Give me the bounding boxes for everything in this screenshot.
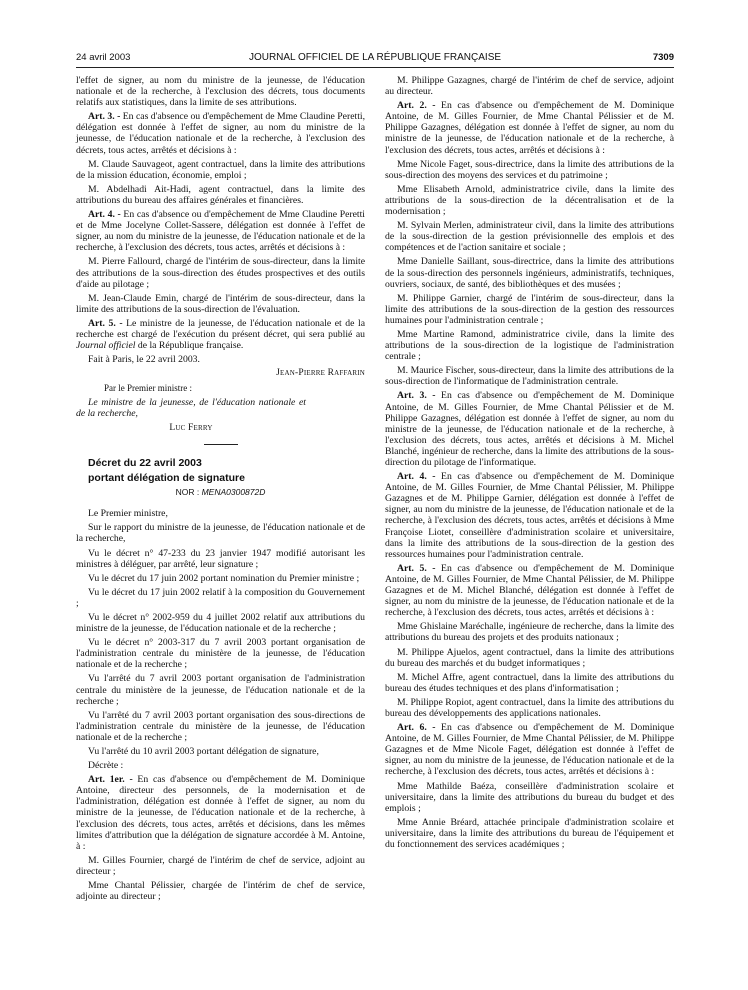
- right-column: [385, 75, 674, 853]
- article-text: Le ministre de la jeunesse, de l'éducation nationale et de la recherche est chargé de l'exécution du présent décret, qui sera publié au: [76, 317, 366, 340]
- article-3: [76, 111, 365, 155]
- paragraph: M. Sylvain Merlen, administrateur civil, dans la limite des attributions de la sous-direction de la gestion prévisionnelle des emplois et des compétences et de l'action sanitaire et sociale ;: [385, 220, 674, 254]
- paragraph: M. Michel Affre, agent contractuel, dans la limite des attributions du bureau des études techniques et des plans d'informatisation ;: [385, 671, 674, 694]
- paragraph: Sur le rapport du ministre de la jeunesse, de l'éducation nationale et de la recherche,: [76, 522, 365, 545]
- paragraph: Mme Danielle Saillant, sous-directrice, dans la limite des attributions de la sous-direction des personnels ingénieurs, administratifs, techniques, ouvriers, sociaux, de santé, des bibliothèques et des musées ;: [385, 256, 674, 290]
- paragraph: Le Premier ministre,: [88, 508, 168, 520]
- paragraph: M. Claude Sauvageot, agent contractuel, dans la limite des attributions de la mission éducation, économie, emploi ;: [76, 158, 365, 181]
- date-place: Fait à Paris, le 22 avril 2003.: [88, 354, 200, 366]
- paragraph: Vu le décret n° 2002-959 du 4 juillet 2002 relatif aux attributions du ministre de la jeunesse, de l'éducation nationale et de la recherche ;: [76, 611, 365, 635]
- paragraph: Vu l'arrêté du 7 avril 2003 portant organisation des sous-directions de l'administration centrale du ministère de la jeunesse, de l'éducation nationale et de la recherche ;: [76, 709, 365, 743]
- paragraph: M. Maurice Fischer, sous-directeur, dans la limite des attributions de la sous-direction de l'informatique de l'administration centrale.: [385, 365, 674, 388]
- paragraph: M. Pierre Fallourd, chargé de l'intérim de sous-directeur, dans la limite des attributions de la sous-direction des études prospectives et des outils d'aide au pilotage ;: [76, 256, 365, 290]
- article-label: Art. 4. -: [397, 471, 436, 483]
- header-rule: [76, 67, 674, 68]
- article-text: En cas d'absence ou d'empêchement de Mme Claudine Peretti, délégation est donnée à l'effet de signer, au nom du ministre de la jeunesse, de l'éducation nationale et de la recherche, à l'exclusion des décrets, tous actes, arrêtés et décisions à :: [76, 111, 366, 156]
- article-4: [76, 209, 365, 253]
- article-text: En cas d'absence ou d'empêchement de M. Dominique Antoine, de M. Gilles Fournier, de Mme Chantal Pélissier et de M. Philippe Gazagnes, délégation est donnée à l'effet de signer, au nom du ministre de la jeunesse, de l'éducation nationale et de la recherche, à l'exclusion des décrets, tous actes, arrêtés et décisions à M. Michel Blanché, ingénieur de recherche, dans la limite des attributions de la sous-direction du pilotage de l'informatique.: [385, 390, 675, 468]
- paragraph: Mme Martine Ramond, administratrice civile, dans la limite des attributions de la sous-direction de la logistique de l'administration centrale ;: [385, 328, 674, 363]
- paragraph: Mme Chantal Pélissier, chargée de l'intérim de chef de service, adjointe au directeur ;: [76, 880, 365, 903]
- article-5: [385, 563, 674, 618]
- article-label: Art. 6. -: [397, 722, 436, 734]
- paragraph: M. Philippe Ajuelos, agent contractuel, dans la limite des attributions du bureau des marchés et du budget informatiques ;: [385, 646, 674, 669]
- article-text-end: de la République française.: [135, 340, 244, 352]
- paragraph: M. Abdelhadi Ait-Hadi, agent contractuel, dans la limite des attributions du bureau des affaires générales et financières.: [76, 183, 365, 206]
- paragraph: Mme Nicole Faget, sous-directrice, dans la limite des attributions de la sous-direction des moyens des services et du patrimoine ;: [385, 158, 674, 181]
- decret-subtitle: portant délégation de signature: [88, 472, 245, 485]
- section-divider: [204, 444, 238, 445]
- article-2: [385, 100, 674, 155]
- journal-title: JOURNAL OFFICIEL DE LA RÉPUBLIQUE FRANÇAISE: [248, 52, 502, 63]
- paragraph: Mme Mathilde Baéza, conseillère d'administration scolaire et universitaire, dans la limite des attributions du bureau du budget et des emplois ;: [385, 780, 674, 814]
- article-4: [385, 471, 674, 560]
- signature-prime-minister: Jean-Pierre Raffarin: [276, 368, 365, 379]
- decret-title: Décret du 22 avril 2003: [88, 457, 202, 470]
- article-text: En cas d'absence ou d'empêchement de M. Dominique Antoine, de M. Gilles Fournier, de Mme Chantal Pélissier, M. Philippe Gazagnes et de M. Philippe Garnier, délégation est donnée à l'effet de signer, au nom du ministre de la jeunesse, de l'éducation nationale et de la recherche, à l'exclusion des décrets, tous actes, arrêtés et décisions à Mme Françoise Liotet, conseillère d'administration scolaire et universitaire, dans la limite des attributions de la sous-direction de la gestion des ressources humaines pour l'administration centrale.: [385, 471, 675, 560]
- article-text: En cas d'absence ou d'empêchement de M. Dominique Antoine, de M. Gilles Fournier, de Mme Chantal Pélissier, de M. Philippe Gazagnes et de M. Michel Blanché, délégation est donnée à l'effet de signer, au nom du ministre de la jeunesse, de l'éducation nationale et de la recherche, à l'exclusion des décrets, tous actes, arrêtés et décisions à :: [385, 562, 675, 619]
- paragraph: Vu le décret du 17 juin 2002 relatif à la composition du Gouvernement ;: [76, 586, 365, 609]
- nor-reference: [76, 487, 365, 498]
- page-number: 7309: [652, 52, 674, 63]
- paragraph: Vu l'arrêté du 7 avril 2003 portant organisation de l'administration centrale du ministère de la jeunesse, de l'éducation nationale et de la recherche ;: [76, 673, 365, 707]
- paragraph: M. Philippe Gazagnes, chargé de l'intérim de chef de service, adjoint au directeur.: [385, 75, 674, 98]
- journal-officiel-ref: Journal officiel: [76, 340, 136, 352]
- article-label: Art. 2. -: [397, 100, 436, 112]
- paragraph: Mme Annie Bréard, attachée principale d'administration scolaire et universitaire, dans la limite des attributions du bureau de l'équipement et du fonctionnement des services académiques ;: [385, 816, 674, 850]
- paragraph: Vu l'arrêté du 10 avril 2003 portant délégation de signature,: [88, 746, 319, 757]
- article-5: [76, 318, 365, 351]
- paragraph: Vu le décret du 17 juin 2002 portant nomination du Premier ministre ;: [88, 572, 360, 584]
- article-label: Art. 1er. -: [88, 774, 133, 786]
- signature-par: Par le Premier ministre :: [104, 383, 192, 394]
- paragraph: M. Philippe Garnier, chargé de l'intérim de sous-directeur, dans la limite des attributions de la sous-direction de la gestion des ressources humaines pour l'administration centrale ;: [385, 292, 674, 326]
- article-text: En cas d'absence ou d'empêchement de M. Dominique Antoine, de M. Gilles Fournier, de Mme Chantal Pélissier et de M. Philippe Gazagnes, délégation est donnée à l'effet de signer, au nom du ministre de la jeunesse, de l'éducation nationale et de la recherche, à l'exclusion des décrets, tous actes, arrêtés et décisions à :: [385, 100, 675, 156]
- nor-label: NOR :: [175, 487, 202, 498]
- header-date: 24 avril 2003: [76, 52, 131, 63]
- article-3: [385, 390, 674, 468]
- paragraph: Vu le décret n° 2003-317 du 7 avril 2003 portant organisation de l'administration centrale du ministère de la jeunesse, de l'éducation nationale et de la recherche ;: [76, 637, 365, 671]
- nor-value: MENA0300872D: [201, 487, 266, 498]
- signature-minister-title: Le ministre de la jeunesse, de l'éducation nationale et de la recherche,: [76, 397, 306, 420]
- article-text: En cas d'absence ou d'empêchement de Mme Claudine Peretti et de Mme Jocelyne Collet-Sassere, délégation est donnée à l'effet de signer, au nom du ministre de la jeunesse, de l'éducation nationale et de la recherche, à l'exclusion des décrets, tous actes, arrêtés et décisions à :: [76, 209, 365, 254]
- article-label: Art. 3. -: [397, 390, 436, 402]
- article-text: En cas d'absence ou d'empêchement de M. Dominique Antoine, directeur des personnels, de la modernisation et de l'administration, délégation est donnée à l'effet de signer, au nom du ministre de la jeunesse, de l'éducation nationale et de la recherche, à l'exclusion des décrets, tous actes, arrêtés et décisions, dans les mêmes limites d'attribution que la délégation de signature accordée à M. Antoine, à :: [76, 774, 365, 852]
- left-column: [76, 75, 365, 905]
- signature-minister-name: Luc Ferry: [169, 423, 213, 434]
- paragraph: Mme Elisabeth Arnold, administratrice civile, dans la limite des attributions de la sous-direction de la décentralisation et de la modernisation ;: [385, 183, 674, 218]
- article-label: Art. 5. -: [397, 562, 436, 574]
- paragraph: M. Philippe Ropiot, agent contractuel, dans la limite des attributions du bureau des développements des applications nationales.: [385, 696, 674, 719]
- paragraph: Vu le décret n° 47-233 du 23 janvier 1947 modifié autorisant les ministres à déléguer, par arrêté, leur signature ;: [76, 547, 365, 570]
- paragraph: M. Jean-Claude Emin, chargé de l'intérim de sous-directeur, dans la limite des attributions de la sous-direction de l'évaluation.: [76, 292, 365, 315]
- paragraph: l'effet de signer, au nom du ministre de la jeunesse, de l'éducation nationale et de la recherche, à l'exclusion des décrets, tous documents relatifs aux statistiques, dans la limite de ses attributions.: [76, 75, 365, 109]
- article-label: Art. 3. -: [88, 111, 121, 123]
- article-1: [76, 774, 365, 852]
- paragraph: M. Gilles Fournier, chargé de l'intérim de chef de service, adjoint au directeur ;: [76, 854, 365, 877]
- article-text: En cas d'absence ou d'empêchement de M. Dominique Antoine, de M. Gilles Fournier, de Mme Chantal Pélissier, de M. Philippe Gazagnes et de Mme Nicole Faget, délégation est donnée à l'effet de signer, au nom du ministre de la jeunesse, de l'éducation nationale et de la recherche, à l'exclusion des décrets, tous actes, arrêtés et décisions à :: [385, 722, 675, 778]
- article-label: Art. 5. -: [88, 317, 123, 329]
- article-6: [385, 722, 674, 777]
- article-label: Art. 4. -: [88, 209, 121, 221]
- paragraph: Mme Ghislaine Maréchalle, ingénieure de recherche, dans la limite des attributions du bureau des projets et des produits nationaux ;: [385, 621, 674, 644]
- decrete-heading: Décrète :: [88, 760, 124, 772]
